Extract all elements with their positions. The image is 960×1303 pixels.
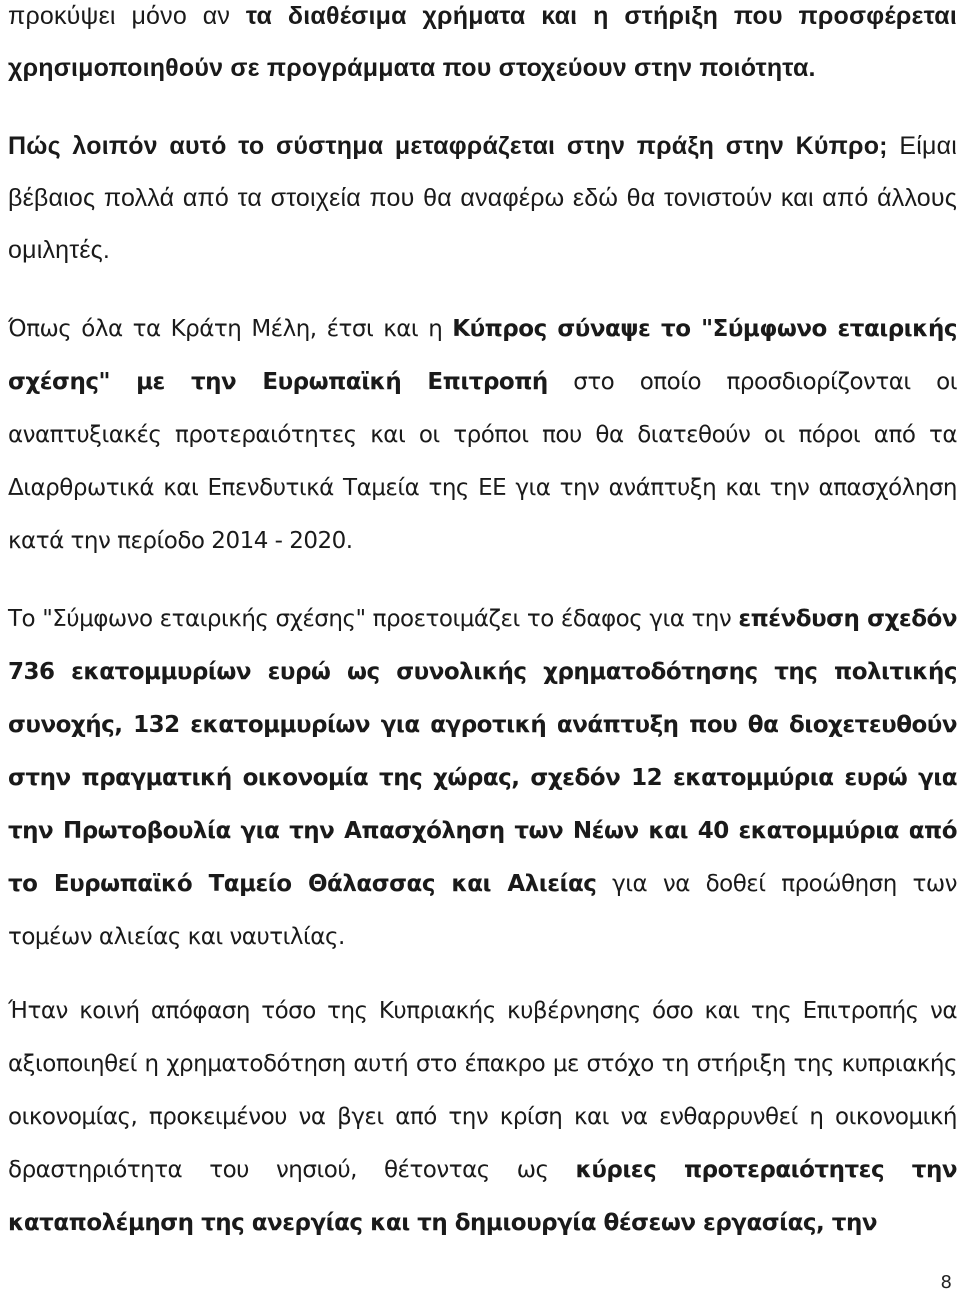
paragraph-partnership-agreement xyxy=(8,303,957,568)
paragraph-cyprus-question xyxy=(8,120,957,276)
paragraph-text: Ήταν κοινή απόφαση τόσο της Κυπριακής κυβέρνησης όσο και της Επιτροπής να αξιοποιηθεί η χρηματοδότηση αυτή στο έπακρο με στόχο τη στήριξη της κυπριακής οικονομίας, προκειμένου να βγει από την κρίση και να ενθαρρυνθεί η οικονομική δραστηριότητα του νησιού, θέτοντας ως xyxy=(8,998,957,1183)
paragraph-text: στο οποίο προσδιορίζονται οι αναπτυξιακές προτεραιότητες και οι τρόποι που θα διατεθούν οι πόροι από τα Διαρθρωτικά και Επενδυτικά Ταμεία της ΕΕ για την ανάπτυξη και την απασχόληση κατά την περίοδο 2014 - 2020. xyxy=(8,369,957,554)
paragraph-text: προκύψει μόνο αν xyxy=(8,2,246,30)
paragraph-text: Όπως όλα τα Κράτη Μέλη, έτσι και η xyxy=(8,316,453,342)
paragraph-bold-text: τα διαθέσιμα χρήματα και η στήριξη που προσφέρεται χρησιμοποιηθούν σε προγράμματα που στοχεύουν στην ποιότητα. xyxy=(8,2,957,82)
paragraph-joint-decision xyxy=(8,985,957,1250)
paragraph-bold-text: κύριες προτεραιότητες την καταπολέμηση της ανεργίας και τη δημιουργία θέσεων εργασίας, την xyxy=(8,1157,957,1236)
paragraph-bold-text: επένδυση σχεδόν 736 εκατομμυρίων ευρώ ως συνολικής χρηματοδότησης της πολιτικής συνοχής, 132 εκατομμυρίων για αγροτική ανάπτυξη που θα διοχετευθούν στην πραγματική οικονομία της χώρας, σχεδόν 12 εκατομμύρια ευρώ για την Πρωτοβουλία για την Απασχόληση των Νέων και 40 εκατομμύρια από το Ευρωπαϊκό Ταμείο Θάλασσας και Αλιείας xyxy=(8,606,957,897)
paragraph-bold-text: Πώς λοιπόν αυτό το σύστημα μεταφράζεται στην πράξη στην Κύπρο; xyxy=(8,132,888,160)
page-number: 8 xyxy=(940,1272,952,1293)
paragraph-bold-text: Κύπρος σύναψε το "Σύμφωνο εταιρικής σχέσης" με την Ευρωπαϊκή Επιτροπή xyxy=(8,316,957,395)
paragraph-text: Το "Σύμφωνο εταιρικής σχέσης" προετοιμάζει το έδαφος για την xyxy=(8,606,739,632)
paragraph-text: Είμαι βέβαιος πολλά από τα στοιχεία που θα αναφέρω εδώ θα τονιστούν και από άλλους ομιλητές. xyxy=(8,132,957,264)
paragraph-text: για να δοθεί προώθηση των τομέων αλιείας και ναυτιλίας. xyxy=(8,871,957,950)
paragraph-funding-quality xyxy=(8,0,957,94)
paragraph-investment-figures xyxy=(8,593,957,964)
